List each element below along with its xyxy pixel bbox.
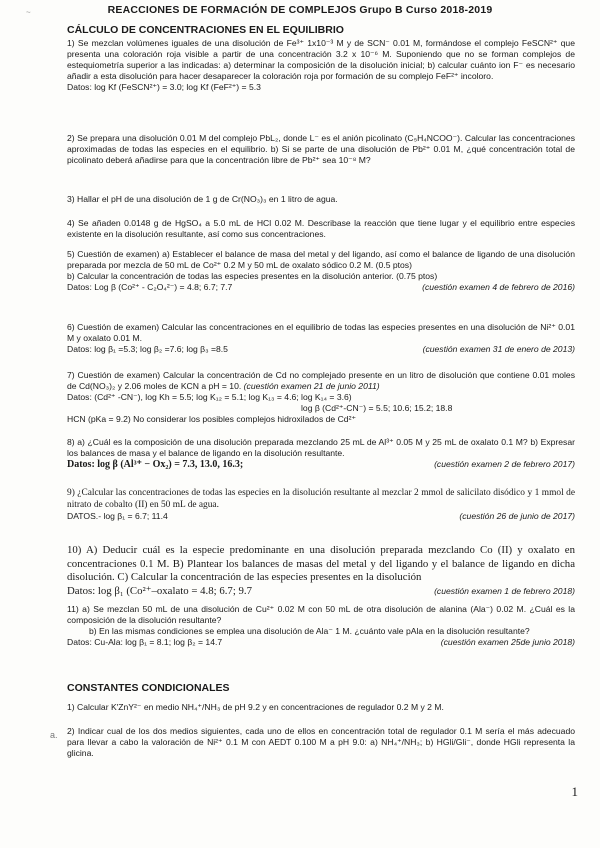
margin-mark: a. xyxy=(50,730,58,740)
question-5-note: (cuestión examen 4 de febrero de 2016) xyxy=(422,282,575,292)
question-6-note: (cuestión examen 31 de enero de 2013) xyxy=(422,344,575,354)
section-title-condicionales: CONSTANTES CONDICIONALES xyxy=(67,682,230,694)
question-6-text: 6) Cuestión de examen) Calcular las concentraciones en el equilibrio de todas las especies presentes en una disolución de Ni²⁺ 0.01 M y oxalato 0.01 M. xyxy=(67,322,575,343)
question-8-text: 8) a) ¿Cuál es la composición de una disolución preparada mezclando 25 mL de Al³⁺ 0.05 M y 25 mL de oxalato 0.1 M? b) Expresar los balances de masa y el balance de ligando en la disolución resultante. xyxy=(67,437,575,458)
question-10-datos: Datos: log β₁ (Co²⁺–oxalato = 4.8; 6.7; 9.7 xyxy=(67,584,253,597)
question-7-datos-3: HCN (pKa = 9.2) No considerar los posibles complejos hidroxilados de Cd²⁺ xyxy=(67,414,356,424)
conditional-question-2-text: 2) Indicar cual de los dos medios siguientes, cada uno de ellos en concentración total de regulador 0.1 M sería el más adecuado para llevar a cabo la valoración de Ni²⁺ 0.1 M con AEDT 0.100 M a pH 9.0: a) NH₄⁺/NH₃; b) HGli/Gli⁻, donde HGli representa la glicina. xyxy=(67,726,575,758)
question-5-text-b: b) Calcular la concentración de todas las especies presentes en la disolución anterior. (0.75 ptos) xyxy=(67,271,438,281)
conditional-question-1-text: 1) Calcular K′ZnY²⁻ en medio NH₄⁺/NH₃ de pH 9.2 y en concentraciones de regulador 0.2 M y 2 M. xyxy=(67,702,444,712)
question-2 xyxy=(67,133,575,166)
question-11-text-a: 11) a) Se mezclan 50 mL de una disolución de Cu²⁺ 0.02 M con 50 mL de otra disolución de alanina (Ala⁻) 0.02 M. ¿Cuál es la composición de la disolución resultante? xyxy=(67,604,575,625)
question-9-datos-row xyxy=(67,511,575,523)
question-9-datos: DATOS.- log β₁ = 6.7; 11.4 xyxy=(67,511,168,521)
question-10-datos-row xyxy=(67,585,575,599)
question-10 xyxy=(67,544,575,598)
question-11-datos: Datos: Cu-Ala: log β₁ = 8.1; log β₂ = 14.7 xyxy=(67,637,223,647)
page-header: REACCIONES DE FORMACIÓN DE COMPLEJOS Grupo B Curso 2018-2019 xyxy=(107,4,493,16)
question-11 xyxy=(67,604,575,648)
question-7-datos-2: log β (Cd²⁺-CN⁻) = 5.5; 10.6; 15.2; 18.8 xyxy=(301,403,453,413)
question-8-datos-row xyxy=(67,459,575,470)
question-8 xyxy=(67,437,575,470)
question-3-text: 3) Hallar el pH de una disolución de 1 g de Cr(NO₃)₃ en 1 litro de agua. xyxy=(67,194,338,204)
question-6-datos: Datos: log β₁ =5.3; log β₂ =7.6; log β₃ =8.5 xyxy=(67,344,228,354)
question-5-datos: Datos: Log β (Co²⁺ - C₂O₄²⁻) = 4.8; 6.7; 7.7 xyxy=(67,282,233,292)
question-7-text xyxy=(67,370,575,392)
question-6 xyxy=(67,322,575,355)
conditional-question-2 xyxy=(67,726,575,759)
question-4-text: 4) Se añaden 0.0148 g de HgSO₄ a 5.0 mL de HCl 0.02 M. Describase la reacción que tiene lugar y el equilibrio entre especies existente en la disolución resultante, así como sus concentraciones. xyxy=(67,218,575,239)
question-6-datos-row xyxy=(67,344,575,355)
question-5 xyxy=(67,249,575,293)
question-7-datos-1: Datos: (Cd²⁺ -CN⁻), log Kh = 5.5; log K₁₂ = 5.1; log K₁₃ = 4.6; log K₁₄ = 3.6) xyxy=(67,392,352,402)
question-11-datos-row xyxy=(67,637,575,648)
corner-mark: ~ xyxy=(26,8,31,17)
question-10-text: 10) A) Deducir cuál es la especie predominante en una disolución preparada mezclando Co (II) y oxalato en concentraciones 0.1 M. B) Plantear los balances de masas del metal y del ligando y el balance de ligando en dicha disolución. C) Calcular la concentración de las especies presentes en la disolución xyxy=(67,544,575,583)
question-1 xyxy=(67,38,575,93)
question-10-note: (cuestión examen 1 de febrero 2018) xyxy=(434,585,575,596)
question-11-note: (cuestión examen 25de junio 2018) xyxy=(440,637,575,647)
question-9-text: 9) ¿Calcular las concentraciones de todas las especies en la disolución resultante al mezclar 2 mmol de salicilato disódico y 1 mmol de nitrato de cobalto (II) en 50 mL de agua. xyxy=(67,488,575,510)
question-9-note: (cuestión 26 de junio de 2017) xyxy=(459,511,575,521)
question-8-note: (cuestión examen 2 de febrero 2017) xyxy=(434,459,575,469)
conditional-question-1 xyxy=(67,702,575,713)
page-number: 1 xyxy=(571,784,578,799)
question-1-text: 1) Se mezclan volúmenes iguales de una disolución de Fe³⁺ 1x10⁻³ M y de SCN⁻ 0.01 M, formándose el complejo FeSCN²⁺ que presenta una coloración roja visible a partir de una concentración 3.2 x 10⁻⁶ M. Suponiendo que no se forman complejos de estequiometría superior a las indicadas: a) determinar la composición de la disolución inicial; b) calcular cuánto ion F⁻ es necesario añadir a esta disolución para hacer desaparecer la coloración roja por formación de su complejo FeF²⁺ incoloro. xyxy=(67,38,575,81)
question-11-text-b: b) En las mismas condiciones se emplea una disolución de Ala⁻ 1 M. ¿cuánto vale pAla en la disolución resultante? xyxy=(89,626,530,636)
question-7-note: (cuestión examen 21 de junio 2011) xyxy=(243,381,380,391)
question-5-datos-row xyxy=(67,282,575,293)
section-title-equilibrio: CÁLCULO DE CONCENTRACIONES EN EL EQUILIBRIO xyxy=(67,24,344,36)
question-5-text: 5) Cuestión de examen) a) Establecer el balance de masa del metal y del ligando, así como el balance de ligando de una disolución preparada por mezcla de 50 mL de Co²⁺ 0.2 M y 50 mL de oxalato sódico 0.2 M. (0.5 ptos) xyxy=(67,249,575,270)
question-7-body: 7) Cuestión de examen) Calcular la concentración de Cd no complejado presente en un litro de disolución que contiene 0.01 moles de Cd(NO₃)₂ y 2.06 moles de KCN a pH = 10. xyxy=(67,370,575,391)
question-3 xyxy=(67,194,575,205)
question-4 xyxy=(67,218,575,240)
question-8-datos: Datos: log β (Al³⁺ − Ox₂) = 7.3, 13.0, 16.3; xyxy=(67,459,244,470)
question-9 xyxy=(67,488,575,523)
question-7 xyxy=(67,370,575,425)
question-1-datos: Datos: log Kf (FeSCN²⁺) = 3.0; log Kf (FeF²⁺) = 5.3 xyxy=(67,82,261,92)
question-2-text: 2) Se prepara una disolución 0.01 M del complejo PbL₂, donde L⁻ es el anión picolinato (C₅H₄NCOO⁻). Calcular las concentraciones aproximadas de todas las especies en el equilibrio. b) Si se parte de una disolución de Pb²⁺ 0.01 M, ¿qué concentración total de picolinato deberá añadirse para que la concentración libre de Pb²⁺ sea 10⁻⁸ M? xyxy=(67,133,575,165)
